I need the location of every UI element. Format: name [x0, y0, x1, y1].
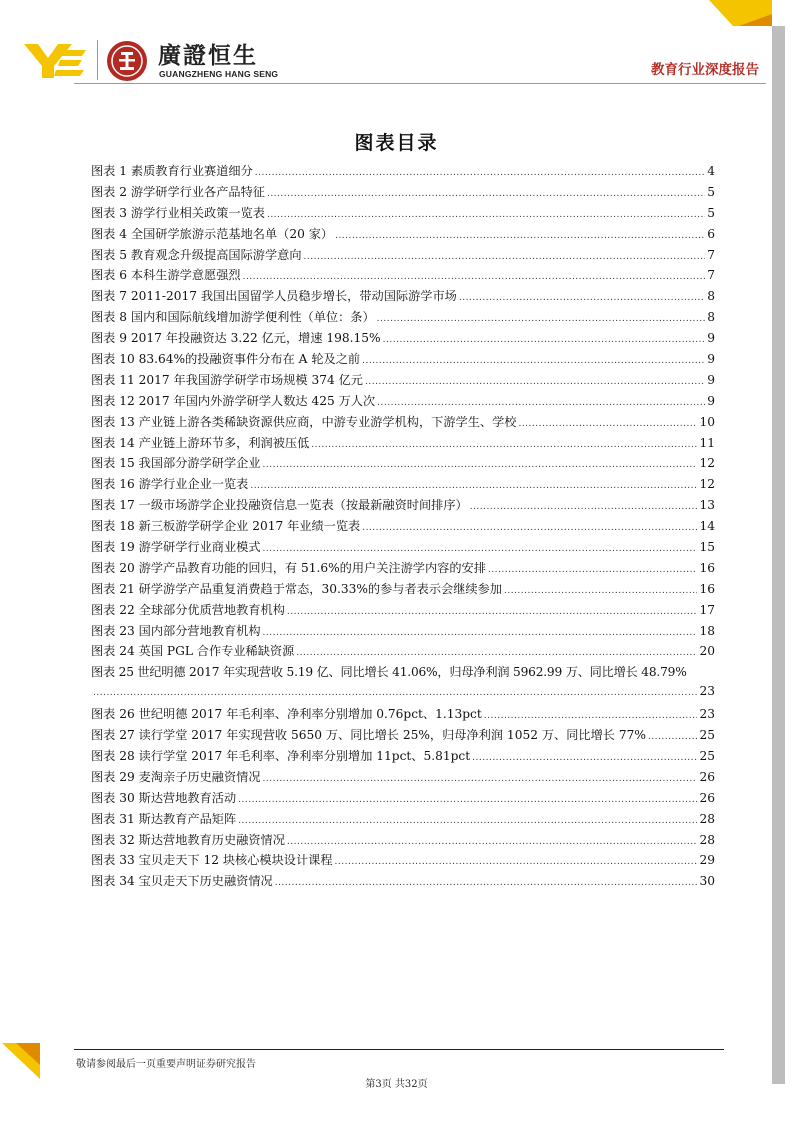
toc-entry-page: 12 — [699, 456, 715, 471]
toc-entry-text: 图表 4 全国研学旅游示范基地名单（20 家） — [91, 226, 334, 241]
toc-entry[interactable] — [91, 768, 715, 789]
toc-entry-text: 图表 22 全球部分优质营地教育机构 — [91, 602, 285, 617]
toc-entry-text: 图表 17 一级市场游学企业投融资信息一览表（按最新融资时间排序） — [91, 498, 468, 513]
footer-disclaimer: 敬请参阅最后一页重要声明证券研究报告 — [76, 1059, 256, 1070]
toc-entry-text: 图表 19 游学研学行业商业模式 — [91, 540, 261, 555]
toc-entry[interactable] — [91, 872, 715, 893]
toc-entry-text: 图表 15 我国部分游学研学企业 — [91, 456, 261, 471]
company-logo-icon — [22, 38, 88, 80]
header-divider — [74, 83, 766, 84]
toc-entry-page: 23 — [699, 707, 715, 722]
toc-entry-page: 9 — [707, 372, 715, 387]
toc-leader — [377, 398, 705, 408]
toc-entry[interactable] — [91, 747, 715, 768]
toc-entry-page: 8 — [707, 310, 715, 325]
toc-entry-page: 5 — [707, 205, 715, 220]
toc-entry[interactable] — [91, 705, 715, 726]
toc-entry-page: 7 — [707, 247, 715, 262]
corner-decoration-icon — [2, 1043, 40, 1079]
toc-entry-text: 图表 21 研学游学产品重复消费趋于常态，30.33%的参与者表示会继续参加 — [91, 581, 502, 596]
toc-entry-page: 25 — [699, 748, 715, 763]
toc-entry[interactable] — [91, 329, 715, 350]
toc-leader — [287, 607, 698, 617]
toc-leader — [93, 688, 697, 698]
toc-entry[interactable] — [91, 810, 715, 831]
toc-entry-page: 9 — [707, 331, 715, 346]
toc-leader — [383, 335, 706, 345]
toc-entry[interactable] — [91, 392, 715, 413]
toc-entry[interactable] — [91, 454, 715, 475]
toc-entry[interactable] — [91, 726, 715, 747]
toc-entry-text: 图表 11 2017 年我国游学研学市场规模 374 亿元 — [91, 372, 363, 387]
toc-entry-text: 图表 8 国内和国际航线增加游学便利性（单位：条） — [91, 310, 375, 325]
toc-leader — [275, 878, 698, 888]
toc-entry[interactable] — [91, 246, 715, 267]
toc-entry-text: 图表 20 游学产品教育功能的回归，有 51.6%的用户关注游学内容的安排 — [91, 560, 486, 575]
toc-leader — [311, 440, 697, 450]
toc-entry-page: 18 — [699, 623, 715, 638]
toc-entry-page: 13 — [699, 498, 715, 513]
toc-entry[interactable] — [91, 162, 715, 183]
toc-entry-text: 图表 23 国内部分营地教育机构 — [91, 623, 261, 638]
toc-leader — [470, 502, 698, 512]
toc-entry-page: 5 — [707, 184, 715, 199]
toc-entry[interactable] — [91, 434, 715, 455]
page-number: 第3页 共32页 — [365, 1079, 428, 1090]
toc-entry[interactable] — [91, 204, 715, 225]
toc-entry-text: 图表 5 教育观念升级提高国际游学意向 — [91, 247, 302, 262]
toc-entry-text: 图表 18 新三板游学研学企业 2017 年业绩一览表 — [91, 519, 361, 534]
figure-list — [91, 162, 715, 893]
toc-entry[interactable] — [91, 789, 715, 810]
toc-entry[interactable] — [91, 851, 715, 872]
toc-entry-page: 23 — [699, 684, 715, 699]
toc-entry-page: 12 — [699, 477, 715, 492]
toc-entry-page: 15 — [699, 540, 715, 555]
toc-entry[interactable] — [91, 601, 715, 622]
toc-entry[interactable] — [91, 831, 715, 852]
toc-entry-text: 图表 12 2017 年国内外游学研学人数达 425 万人次 — [91, 393, 376, 408]
toc-entry[interactable] — [91, 308, 715, 329]
toc-leader — [238, 795, 697, 805]
toc-entry-page: 17 — [699, 602, 715, 617]
toc-entry-page: 16 — [699, 581, 715, 596]
toc-leader — [459, 293, 705, 303]
toc-leader — [335, 857, 698, 867]
toc-entry[interactable] — [91, 475, 715, 496]
toc-entry[interactable] — [91, 642, 715, 663]
toc-entry-page: 16 — [699, 560, 715, 575]
toc-entry[interactable] — [91, 559, 715, 580]
toc-entry-text: 图表 32 斯达营地教育历史融资情况 — [91, 832, 285, 847]
toc-entry-page: 8 — [707, 289, 715, 304]
toc-entry-text: 图表 26 世纪明德 2017 年毛利率、净利率分别增加 0.76pct、1.13pct — [91, 707, 482, 722]
toc-entry-page: 4 — [707, 164, 715, 178]
corner-decoration-icon — [709, 0, 772, 26]
toc-entry-text: 图表 30 斯达营地教育活动 — [91, 790, 237, 805]
report-type-label: 教育行业深度报告 — [651, 62, 759, 78]
toc-entry-text: 图表 2 游学研学行业各产品特征 — [91, 184, 265, 199]
toc-entry-text: 图表 13 产业链上游各类稀缺资源供应商，中游专业游学机构，下游学生、学校 — [91, 414, 517, 429]
logo-divider — [97, 40, 98, 80]
toc-entry-page: 7 — [707, 268, 715, 283]
toc-entry-page: 6 — [707, 226, 715, 241]
toc-leader — [304, 252, 706, 262]
toc-entry[interactable] — [91, 371, 715, 392]
toc-leader — [263, 460, 698, 470]
toc-entry[interactable] — [91, 538, 715, 559]
toc-leader — [263, 774, 698, 784]
toc-entry-text: 图表 7 2011-2017 我国出国留学人员稳步增长，带动国际游学市场 — [91, 289, 457, 304]
toc-leader — [365, 377, 705, 387]
toc-entry-page: 10 — [699, 414, 715, 429]
toc-entry[interactable] — [91, 663, 715, 705]
toc-leader — [263, 628, 698, 638]
toc-entry[interactable] — [91, 413, 715, 434]
toc-entry-text: 图表 24 英国 PGL 合作专业稀缺资源 — [91, 644, 295, 659]
toc-entry[interactable] — [91, 287, 715, 308]
toc-leader — [648, 732, 698, 742]
toc-entry-page: 20 — [699, 644, 715, 659]
toc-entry-text: 图表 14 产业链上游环节多，利润被压低 — [91, 435, 310, 450]
toc-entry-text: 图表 6 本科生游学意愿强烈 — [91, 268, 241, 283]
toc-leader — [472, 753, 697, 763]
right-side-band — [772, 26, 785, 1084]
toc-entry-text: 图表 31 斯达教育产品矩阵 — [91, 811, 237, 826]
toc-leader — [484, 711, 698, 721]
toc-entry-text: 图表 9 2017 年投融资达 3.22 亿元，增速 198.15% — [91, 331, 381, 346]
toc-entry-page: 26 — [699, 790, 715, 805]
toc-leader — [335, 231, 705, 241]
footer-divider — [74, 1049, 724, 1050]
toc-entry[interactable] — [91, 517, 715, 538]
brand-name-cn: 廣證恒生 — [158, 43, 258, 69]
toc-entry[interactable] — [91, 225, 715, 246]
toc-entry-text: 图表 16 游学行业企业一览表 — [91, 477, 249, 492]
toc-leader — [362, 356, 705, 366]
toc-leader — [250, 481, 697, 491]
brand-name-en: GUANGZHENG HANG SENG — [159, 69, 279, 79]
seal-logo-icon — [106, 40, 148, 82]
toc-entry-page: 28 — [699, 832, 715, 847]
toc-entry[interactable] — [91, 266, 715, 287]
toc-leader — [267, 189, 705, 199]
toc-entry-text: 图表 10 83.64%的投融资事件分布在 A 轮及之前 — [91, 352, 361, 367]
toc-leader — [518, 419, 697, 429]
toc-entry-text: 图表 27 读行学堂 2017 年实现营收 5650 万、同比增长 25%，归母净利润 1052 万、同比增长 77% — [91, 728, 646, 743]
toc-entry-page: 9 — [707, 352, 715, 367]
toc-entry-text: 图表 34 宝贝走天下历史融资情况 — [91, 874, 273, 889]
page-title: 图表目录 — [354, 132, 439, 154]
toc-leader — [238, 816, 697, 826]
toc-leader — [362, 523, 697, 533]
toc-leader — [267, 210, 705, 220]
toc-leader — [377, 314, 706, 324]
toc-entry-page: 29 — [699, 853, 715, 868]
toc-entry-text: 图表 25 世纪明德 2017 年实现营收 5.19 亿、同比增长 41.06%，归母净利润 5962.99 万、同比增长 48.79% — [91, 665, 687, 680]
toc-entry-text: 图表 33 宝贝走天下 12 块核心模块设计课程 — [91, 853, 333, 868]
toc-entry-page: 11 — [699, 435, 715, 450]
toc-entry-page: 26 — [699, 769, 715, 784]
toc-entry-page: 30 — [699, 874, 715, 889]
toc-entry[interactable] — [91, 496, 715, 517]
toc-leader — [287, 837, 698, 847]
toc-leader — [243, 272, 706, 282]
toc-entry[interactable] — [91, 580, 715, 601]
toc-leader — [504, 586, 698, 596]
toc-entry-text: 图表 3 游学行业相关政策一览表 — [91, 205, 265, 220]
toc-leader — [255, 168, 705, 178]
toc-entry-page: 28 — [699, 811, 715, 826]
toc-entry-page: 25 — [699, 728, 715, 743]
toc-entry[interactable] — [91, 622, 715, 643]
toc-entry-text: 图表 29 麦淘亲子历史融资情况 — [91, 769, 261, 784]
toc-leader — [488, 565, 698, 575]
toc-entry-text: 图表 1 素质教育行业赛道细分 — [91, 164, 253, 178]
toc-entry-page: 9 — [707, 393, 715, 408]
toc-entry-page: 14 — [699, 519, 715, 534]
toc-entry-text: 图表 28 读行学堂 2017 年毛利率、净利率分别增加 11pct、5.81pct — [91, 748, 471, 763]
toc-leader — [296, 648, 697, 658]
toc-entry[interactable] — [91, 183, 715, 204]
toc-leader — [263, 544, 698, 554]
toc-entry[interactable] — [91, 350, 715, 371]
